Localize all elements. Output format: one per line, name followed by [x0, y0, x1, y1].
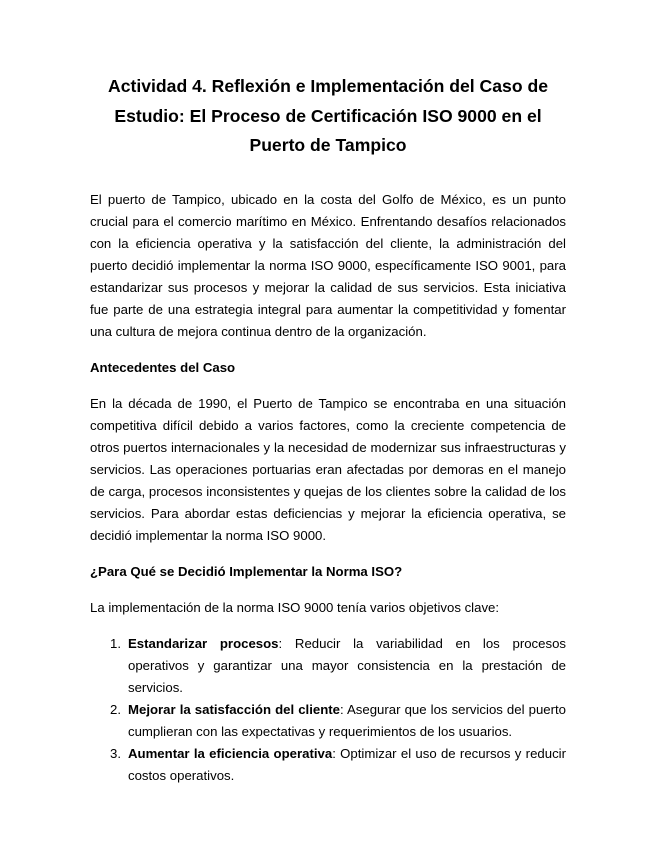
objetivos-list	[90, 633, 566, 787]
list-item-text: : Asegurar que los servicios del puerto cumplieran con las expectativas y requerimientos de los usuarios.	[128, 701, 566, 739]
list-item-number: 2.	[110, 701, 121, 717]
section-heading-antecedentes: Antecedentes del Caso	[90, 359, 236, 375]
list-item-term: Mejorar la satisfacción del cliente	[128, 701, 340, 717]
list-item-text: : Reducir la variabilidad en los procesos operativos y garantizar una mayor consistencia en la prestación de servicios.	[128, 635, 566, 695]
list-item-term: Aumentar la eficiencia operativa	[128, 745, 333, 761]
antecedentes-paragraph: En la década de 1990, el Puerto de Tampico se encontraba en una situación competitiva difícil debido a varios factores, como la creciente competencia de otros puertos internacionales y la necesidad de modernizar sus infraestructuras y servicios. Las operaciones portuarias eran afectadas por demoras en el manejo de carga, procesos inconsistentes y quejas de los clientes sobre la calidad de los servicios. Para abordar estas deficiencias y mejorar la eficiencia operativa, se decidió implementar la norma ISO 9000.	[90, 395, 566, 543]
list-item-number: 3.	[110, 745, 121, 761]
list-item	[90, 633, 566, 699]
document-title: Actividad 4. Reflexión e Implementación del Caso de Estudio: El Proceso de Certificación ISO 9000 en el Puerto de Tampico	[108, 76, 548, 155]
list-item-text: : Optimizar el uso de recursos y reducir costos operativos.	[128, 745, 566, 783]
objetivos-intro-paragraph: La implementación de la norma ISO 9000 tenía varios objetivos clave:	[90, 599, 500, 615]
list-item-number: 1.	[110, 635, 121, 651]
list-item-term: Estandarizar procesos	[128, 635, 279, 651]
intro-paragraph: El puerto de Tampico, ubicado en la costa del Golfo de México, es un punto crucial para el comercio marítimo en México. Enfrentando desafíos relacionados con la eficiencia operativa y la satisfacción del cliente, la administración del puerto decidió implementar la norma ISO 9000, específicamente ISO 9001, para estandarizar sus procesos y mejorar la calidad de sus servicios. Esta iniciativa fue parte de una estrategia integral para aumentar la competitividad y fomentar una cultura de mejora continua dentro de la organización.	[90, 191, 566, 339]
list-item	[90, 699, 566, 743]
list-item	[90, 743, 566, 787]
section-heading-objetivos: ¿Para Qué se Decidió Implementar la Norma ISO?	[90, 563, 403, 579]
